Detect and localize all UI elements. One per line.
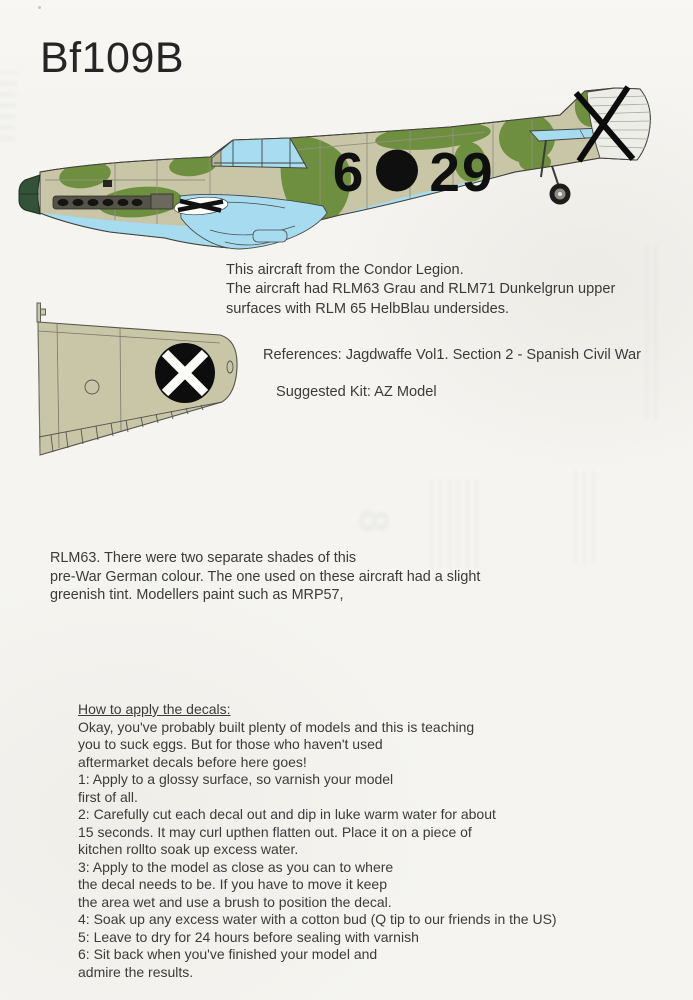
spinner bbox=[19, 175, 40, 214]
text-line: The aircraft had RLM63 Grau and RLM71 Dunkelgrun upper bbox=[226, 281, 616, 298]
paint-note bbox=[50, 549, 480, 605]
text-line: 6: Sit back when you've finished your model and bbox=[78, 946, 378, 962]
tailwheel bbox=[550, 166, 571, 205]
canopy bbox=[212, 138, 307, 168]
text-line: greenish tint. Modellers paint such as MRP57, bbox=[50, 587, 344, 604]
decal-instructions bbox=[78, 701, 557, 981]
code-digit-left: 6 bbox=[332, 141, 364, 203]
instructions-body bbox=[78, 719, 557, 982]
text-line: 1: Apply to a glossy surface, so varnish your model bbox=[78, 771, 394, 787]
wing-panel-illustration bbox=[25, 295, 250, 475]
aircraft-description bbox=[226, 261, 615, 319]
references-line: References: Jagdwaffe Vol1. Section 2 - Spanish Civil War bbox=[263, 347, 642, 363]
text-line: admire the results. bbox=[78, 963, 194, 980]
text-line: 15 seconds. It may curl upthen flatten out. Place it on a piece of bbox=[78, 823, 472, 840]
text-line: the decal needs to be. If you have to move it keep bbox=[78, 876, 387, 892]
text-line: the area wet and use a brush to position the decal. bbox=[78, 893, 392, 910]
bleed-through-artifact bbox=[645, 245, 661, 420]
antenna-mast bbox=[37, 303, 46, 322]
fuselage-hatch bbox=[103, 180, 112, 187]
text-line: kitchen rollto soak up excess water. bbox=[78, 841, 299, 857]
text-line: 5: Leave to dry for 24 hours before sealing with varnish bbox=[78, 928, 419, 945]
text-line: 3: Apply to the model as close as you can to where bbox=[78, 858, 394, 875]
text-line: surfaces with RLM 65 HelbBlau undersides. bbox=[226, 300, 510, 317]
wingtip-marking bbox=[155, 343, 215, 403]
page-title: Bf109B bbox=[40, 34, 185, 82]
text-line: pre-War German colour. The one used on these aircraft had a slight bbox=[50, 568, 481, 585]
black-disc-marking bbox=[376, 150, 418, 192]
code-digits-right: 29 bbox=[429, 141, 495, 203]
bleed-through-artifact bbox=[574, 470, 596, 565]
text-line: Okay, you've probably built plenty of models and this is teaching bbox=[78, 718, 475, 735]
text-line: 4: Soak up any excess water with a cotton bud (Q tip to our friends in the US) bbox=[78, 911, 557, 927]
cowl-fitting bbox=[151, 194, 173, 209]
bleed-through-ghost-glyph: 8 bbox=[350, 509, 398, 533]
text-line: first of all. bbox=[78, 788, 138, 805]
text-line: This aircraft from the Condor Legion. bbox=[226, 262, 464, 278]
aircraft-profile-illustration bbox=[15, 80, 675, 270]
text-line: aftermarket decals before here goes! bbox=[78, 753, 307, 770]
instructions-heading: How to apply the decals: bbox=[78, 701, 231, 717]
suggested-kit-line: Suggested Kit: AZ Model bbox=[276, 384, 437, 400]
text-line: RLM63. There were two separate shades of this bbox=[50, 550, 357, 566]
text-line: you to suck eggs. But for those who haven't used bbox=[78, 736, 383, 752]
oil-cooler bbox=[253, 230, 287, 242]
scan-speck bbox=[38, 6, 41, 9]
text-line: 2: Carefully cut each decal out and dip in luke warm water for about bbox=[78, 806, 496, 822]
